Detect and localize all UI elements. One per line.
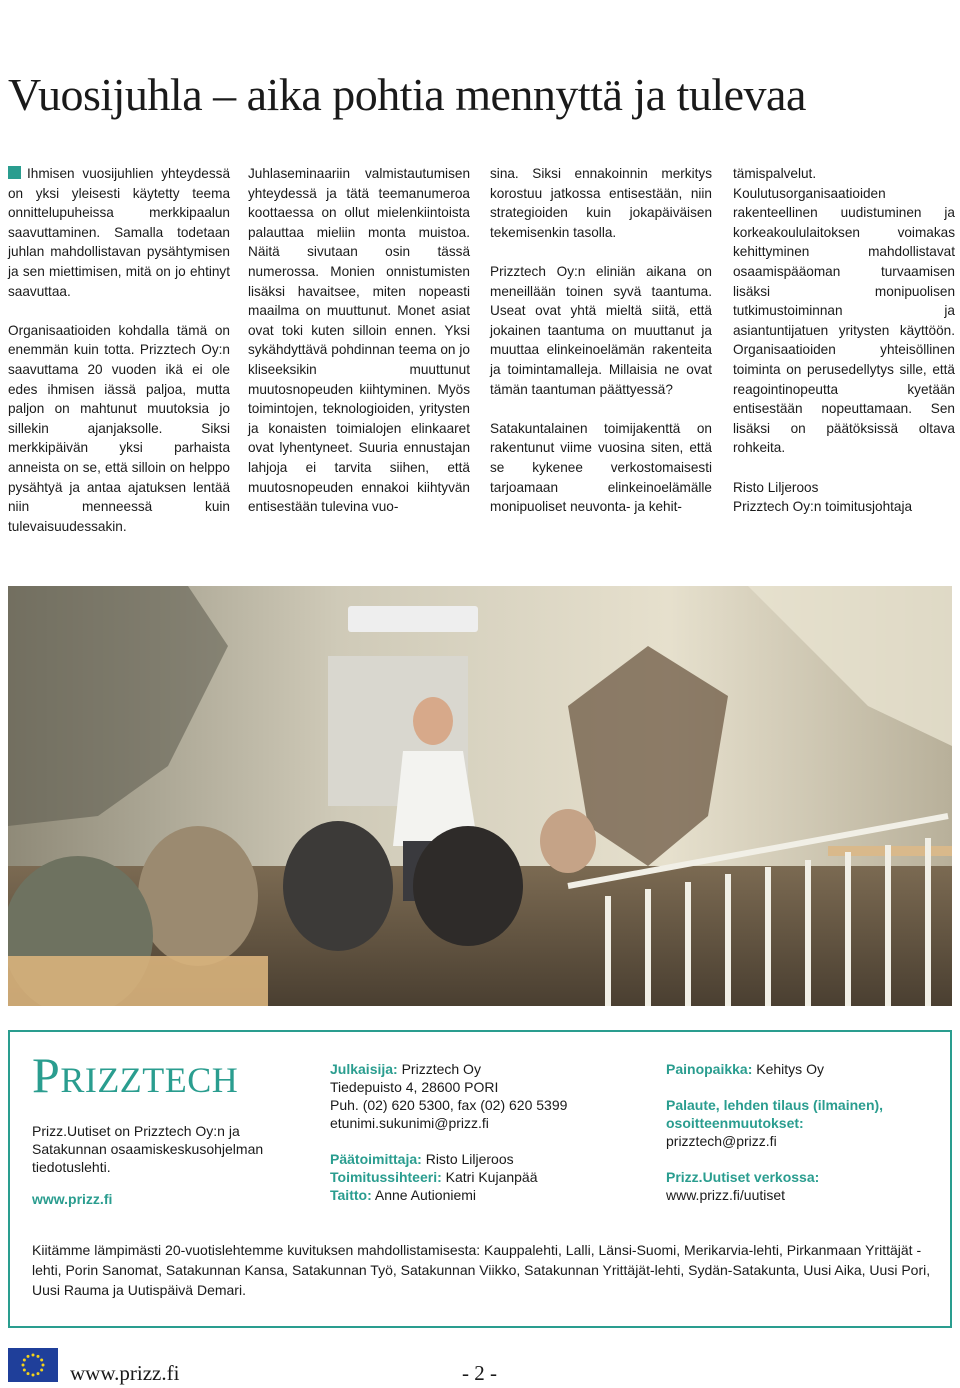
article-column-4 <box>733 164 955 517</box>
publication-info-box <box>8 1030 952 1328</box>
article-column-2 <box>248 164 470 517</box>
article-paragraph: Satakuntalainen toimijakenttä on rakentunut viime vuosina siten, että se kykenee verkostomaisesti tarjoamaan elinkeinoelämälle monipuoliset neuvonta- ja kehit- <box>490 420 712 515</box>
article-paragraph: Organisaatioiden kohdalla tämä on enemmän kuin totta. Prizztech Oy:n saavuttama 20 vuoden ikä ei ole edes ihmisen iässä paljoa, mutta paljon on mahtunut muutoksia jo sillekin ajanjaksolle. Siksi merkkipäivän yksi parhaista anneista on se, että silloin on helppo pysähtyä ja antaa ajatuksen lentää niin menneessä kuin tulevaisuudessakin. <box>8 322 230 534</box>
eu-star <box>40 1359 43 1362</box>
eu-star <box>23 1369 26 1372</box>
online-link[interactable]: www.prizz.fi/uutiset <box>666 1187 786 1203</box>
publisher-info <box>330 1060 630 1204</box>
publisher-label: Julkaisija: <box>330 1061 398 1077</box>
print-label: Painopaikka: <box>666 1061 753 1077</box>
print-info <box>666 1060 946 1204</box>
secretary-label: Toimitussihteeri: <box>330 1169 442 1185</box>
publisher-address: Tiedepuisto 4, 28600 PORI <box>330 1079 499 1095</box>
publication-tagline: Prizz.Uutiset on Prizztech Oy:n ja Satakunnan osaamiskeskusohjelman tiedotuslehti. <box>32 1123 264 1175</box>
publisher-phone: Puh. (02) 620 5300, fax (02) 620 5399 <box>330 1097 568 1113</box>
article-paragraph: Ihmisen vuosijuhlien yhteydessä on yksi yleisesti käytetty teema onnittelupuheissa merkkipaalun saavuttaminen. Samalla todetaan juhlan mahdollistavan pysähtymisen ja sen miettimisen, mitä on jo ehtinyt saavuttaa. <box>8 166 230 299</box>
signature-role: Prizztech Oy:n toimitusjohtaja <box>733 499 913 515</box>
layout-value: Anne Autioniemi <box>374 1187 477 1203</box>
publisher-value: Prizztech Oy <box>401 1061 481 1077</box>
article-paragraph: Prizztech Oy:n eliniän aikana on meneillään toinen syvä taantuma. Useat ovat yhtä mieltä siitä, että jokainen taantuma on muuttanut ja muuttaa elinkeinoelämän rakenteita ja toimintamalleja. Millaisia ne ovat tämän taantuman päättyessä? <box>490 263 712 397</box>
print-value: Kehitys Oy <box>756 1061 824 1077</box>
footer-url[interactable]: www.prizz.fi <box>70 1361 180 1385</box>
lead-square-icon <box>8 166 21 179</box>
page-number: - 2 - <box>462 1361 497 1385</box>
eu-star <box>42 1364 45 1367</box>
article-column-3 <box>490 164 712 517</box>
article-title: Vuosijuhla – aika pohtia mennyttä ja tulevaa <box>8 69 806 120</box>
feedback-label: Palaute, lehden tilaus (ilmainen), <box>666 1097 884 1113</box>
online-label: Prizz.Uutiset verkossa: <box>666 1169 820 1185</box>
publisher-email[interactable]: etunimi.sukunimi@prizz.fi <box>330 1115 489 1131</box>
layout-label: Taitto: <box>330 1187 372 1203</box>
eu-star <box>32 1354 35 1357</box>
editor-label: Päätoimittaja: <box>330 1151 422 1167</box>
eu-star <box>22 1364 25 1367</box>
acknowledgements: Kiitämme lämpimästi 20-vuotislehtemme kuvituksen mahdollistamisesta: Kauppalehti, Lalli, Länsi-Suomi, Merikarvia-lehti, Pirkanmaan Yrittäjät -lehti, Porin Sanomat, Satakunnan Kansa, Satakunnan Työ, Satakunnan Viikko, Satakunnan Yrittäjät-lehti, Sydän-Satakunta, Uusi Aika, Uusi Pori, Uusi Rauma ja Uutispäivä Demari. <box>32 1242 931 1298</box>
signature-name: Risto Liljeroos <box>733 479 819 495</box>
prizztech-logo: PRIZZTECH <box>32 1047 239 1103</box>
feedback-label-2: osoitteenmuutokset: <box>666 1115 804 1131</box>
eu-star <box>27 1355 30 1358</box>
eu-star <box>27 1372 30 1375</box>
eu-star <box>37 1355 40 1358</box>
website-link[interactable]: www.prizz.fi <box>32 1191 113 1207</box>
signature <box>733 478 955 517</box>
article-column-1 <box>8 164 230 536</box>
eu-star <box>40 1369 43 1372</box>
article-paragraph: Juhlaseminaariin valmistautumisen yhteydessä ja tätä teemanumeroa koottaessa on ollut mielenkiintoista palauttaa mieliin monta muistoa. Näitä sivutaan osin tässä numerossa. Monien onnistumisten lisäksi havaitsee, miten nopeasti maailma on muuttunut. Monet asiat ovat toki kuten silloin ennen. Yksi sykähdyttävä pohdinnan teema on jo kliseeksikin muuttunut muutosnopeuden kiihtyminen. Myös toimintojen, teknologioiden, yritysten ja konaisten toimialojen elinkaaret ovat lyhentyneet. Suuria ennustajan lahjoja ei tarvita siihen, että muutosnopeuden ennakoi kiihtyvän entisestään tulevina vuo- <box>248 166 470 515</box>
seminar-photo <box>8 586 952 1006</box>
editor-value: Risto Liljeroos <box>425 1151 514 1167</box>
eu-star <box>37 1372 40 1375</box>
article-paragraph: tämispalvelut. Koulutusorganisaatioiden rakenteellinen uudistuminen ja korkeakoululaitoksen voimakas kehittyminen mahdollistavat osaamispääoman turvaamisen lisäksi monipuolisen tutkimustoiminnan ja asiantuntijatuen yritysten käyttöön. Organisaatioiden yhteisöllinen toiminta on perusedellytys sille, että reagointinopeutta kyetään entisestään nopeuttamaan. Sen lisäksi on päätöksissä oltava rohkeita. <box>733 166 955 456</box>
feedback-email[interactable]: prizztech@prizz.fi <box>666 1133 777 1149</box>
article-paragraph: sina. Siksi ennakoinnin merkitys korostuu jatkossa entisestään, niin strategioiden kuin jokapäiväisen tekemisenkin tasolla. <box>490 166 712 240</box>
eu-star <box>32 1374 35 1377</box>
eu-star <box>23 1359 26 1362</box>
eu-flag-icon <box>8 1348 58 1382</box>
secretary-value: Katri Kujanpää <box>445 1169 538 1185</box>
